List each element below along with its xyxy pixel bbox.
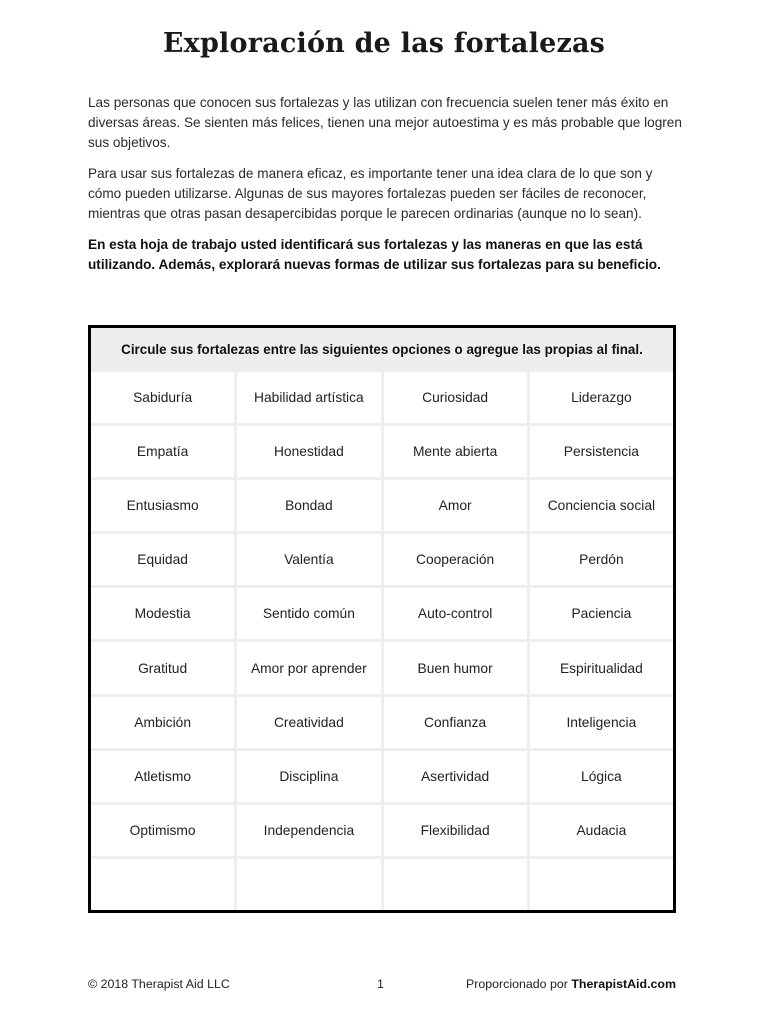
strength-cell: Auto-control (384, 588, 527, 639)
strength-cell: Modestia (91, 588, 234, 639)
strength-cell: Equidad (91, 534, 234, 585)
strength-cell: Gratitud (91, 642, 234, 693)
table-header: Circule sus fortalezas entre las siguientes opciones o agregue las propias al final. (91, 328, 673, 372)
intro-paragraph-2: Para usar sus fortalezas de manera eficaz, es importante tener una idea clara de lo que son y cómo pueden utilizarse. Algunas de sus mayores fortalezas pueden ser fáciles de reconocer, mientras que otras pasan desapercibidas porque le parecen ordinarias (aunque no lo sean). (88, 166, 653, 221)
strength-cell: Lógica (530, 751, 673, 802)
provided-by-prefix: Proporcionado por (465, 977, 568, 991)
empty-strength-cell[interactable] (237, 859, 380, 910)
strength-cell: Amor (384, 480, 527, 531)
strength-cell: Audacia (530, 805, 673, 856)
strength-cell: Ambición (91, 697, 234, 748)
strengths-grid (91, 372, 673, 910)
intro-paragraph-1: Las personas que conocen sus fortalezas y las utilizan con frecuencia suelen tener más éxito en diversas áreas. Se sienten más felices, tienen una mejor autoestima y es más probable que logren sus objetivos. (88, 95, 682, 150)
strength-cell: Paciencia (530, 588, 673, 639)
intro-section (88, 93, 688, 286)
strength-cell: Honestidad (237, 426, 380, 477)
strength-cell: Valentía (237, 534, 380, 585)
strength-cell: Entusiasmo (91, 480, 234, 531)
copyright-text: © 2018 Therapist Aid LLC (88, 977, 230, 991)
strength-cell: Flexibilidad (384, 805, 527, 856)
strength-cell: Persistencia (530, 426, 673, 477)
strength-cell: Atletismo (91, 751, 234, 802)
empty-strength-cell[interactable] (384, 859, 527, 910)
strength-cell: Perdón (530, 534, 673, 585)
strength-cell: Habilidad artística (237, 372, 380, 423)
provided-by (466, 977, 676, 991)
page-title: Exploración de las fortalezas (162, 28, 606, 59)
strength-cell: Optimismo (91, 805, 234, 856)
strength-cell: Asertividad (384, 751, 527, 802)
strength-cell: Mente abierta (384, 426, 527, 477)
strength-cell: Espiritualidad (530, 642, 673, 693)
strength-cell: Independencia (237, 805, 380, 856)
strength-cell: Conciencia social (530, 480, 673, 531)
strength-cell: Creatividad (237, 697, 380, 748)
strength-cell: Confianza (384, 697, 527, 748)
strength-cell: Liderazgo (530, 372, 673, 423)
intro-paragraph-3: En esta hoja de trabajo usted identificará sus fortalezas y las maneras en que las está utilizando. Además, explorará nuevas formas de utilizar sus fortalezas para su beneficio. (88, 237, 661, 272)
strength-cell: Curiosidad (384, 372, 527, 423)
strength-cell: Inteligencia (530, 697, 673, 748)
strength-cell: Cooperación (384, 534, 527, 585)
strength-cell: Empatía (91, 426, 234, 477)
provided-by-brand[interactable]: TherapistAid.com (571, 977, 676, 991)
empty-strength-cell[interactable] (91, 859, 234, 910)
strength-cell: Sabiduría (91, 372, 234, 423)
strengths-table (88, 325, 676, 913)
strength-cell: Sentido común (237, 588, 380, 639)
empty-strength-cell[interactable] (530, 859, 673, 910)
strength-cell: Amor por aprender (237, 642, 380, 693)
strength-cell: Buen humor (384, 642, 527, 693)
strength-cell: Disciplina (237, 751, 380, 802)
page-number: 1 (377, 977, 384, 991)
strength-cell: Bondad (237, 480, 380, 531)
